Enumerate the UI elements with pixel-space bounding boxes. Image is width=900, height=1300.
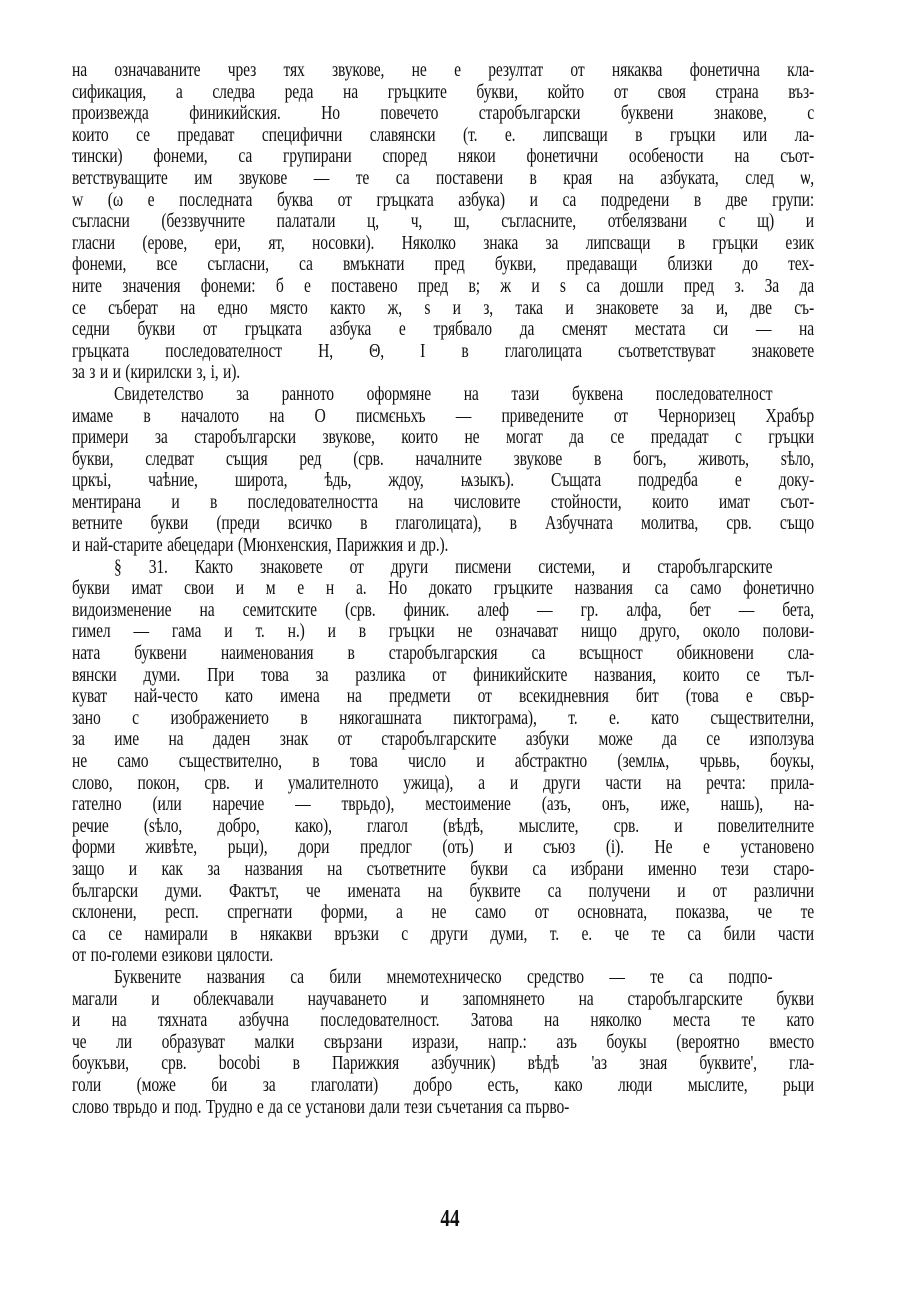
text-line (72, 1032, 814, 1054)
text-line-content: букви имат свои и м е н а. Но докато гръцките названия са само фонетично (72, 578, 814, 600)
text-line (72, 298, 814, 320)
text-line (72, 1097, 814, 1119)
text-line (72, 578, 814, 600)
text-line-content: седни букви от гръцката азбука е трябвало да сменят местата си — на (72, 319, 814, 341)
text-line-content: речие (ѕѣло, добро, како), глагол (вѣдѣ, мыслите, срв. и повелителните (72, 815, 814, 837)
text-line (72, 1053, 814, 1075)
text-line-content: гласни (ерове, ери, ят, носовки). Няколко знака за липсващи в гръцки език (72, 232, 814, 254)
text-line (72, 859, 814, 881)
text-line (72, 146, 814, 168)
text-line-content: ните значения фонеми: б е поставено пред в; ж и ѕ са дошли пред з. За да (72, 275, 814, 297)
text-line (72, 406, 814, 428)
text-line (72, 773, 814, 795)
text-line-content: Буквените названия са били мнемотехническо средство — те са подпо- (114, 966, 773, 988)
text-line (72, 1075, 814, 1097)
text-line-content: гателно (или наречие — тврьдо), местоимение (азъ, онъ, иже, нашь), на- (72, 794, 814, 816)
text-line (72, 211, 814, 233)
text-line (72, 362, 814, 384)
text-line (72, 168, 814, 190)
text-line-content: зано с изображението в някогашната пиктограма), т. е. като съществителни, (72, 707, 814, 729)
text-line (72, 708, 814, 730)
text-line (72, 233, 814, 255)
text-line-content: видоизменение на семитските (срв. финик. алеф — гр. алфа, бет — бета, (72, 599, 814, 621)
text-line-content: защо и как за названия на съответните букви са избрани именно тези старо- (72, 858, 814, 880)
text-line-content: слово тврьдо и под. Трудно е да се установи дали тези съчетания са първо- (72, 1096, 570, 1118)
text-line (72, 665, 814, 687)
text-line (72, 967, 814, 989)
text-line (72, 1010, 814, 1032)
text-line-content: гръцката последователност Η, Θ, Ι в глаголицата съответствуват знаковете (72, 340, 814, 362)
text-line-content: от по-големи езикови цялости. (72, 945, 274, 967)
text-line-content: цркъі, чаѣние, широта, ѣдь, ждоу, ѩзыкъ). Същата подредба е доку- (72, 470, 814, 492)
text-line-content: сификация, а следва реда на гръцките букви, който от своя страна въз- (72, 81, 814, 103)
text-line-content: за з и и (кирилски з, і, и). (72, 362, 241, 384)
text-line (72, 449, 814, 471)
text-line (72, 276, 814, 298)
text-line (72, 384, 814, 406)
text-line-content: са се намирали в някакви връзки с други думи, т. е. че те са били части (72, 923, 814, 945)
text-line-content: форми живѣте, рьци), дори предлог (оть) и съюз (і). Не е установено (72, 837, 814, 859)
text-line (72, 125, 814, 147)
text-line (72, 643, 814, 665)
text-line-content: ветните букви (преди всичко в глаголицата), в Азбучната молитва, срв. също (72, 513, 814, 535)
text-line-content: ветствуващите им звукове — те са поставени в края на азбуката, след ѡ, (72, 167, 814, 189)
text-line-content: и най-старите абецедари (Мюнхенския, Парижкия и др.). (72, 535, 449, 557)
text-line (72, 989, 814, 1011)
text-line-content: магали и облекчавали научаването и запомнянето на старобългарските букви (72, 988, 814, 1010)
text-line (72, 492, 814, 514)
paragraph (72, 967, 814, 1118)
page-number (0, 1206, 900, 1233)
paragraph (72, 384, 814, 557)
text-line-content: букви, следват същия ред (срв. началните звукове в богъ, животь, ѕѣло, (72, 448, 814, 470)
text-line-content: не само съществително, в това число и абстрактно (землѩ, чрьвь, боукы, (72, 751, 814, 772)
text-line-content: тински) фонеми, са групирани според някои фонетични особености на съот- (72, 146, 814, 168)
text-line (72, 902, 814, 924)
text-line (72, 621, 814, 643)
text-line-content: на означаваните чрез тях звукове, не е резултат от някаква фонетична кла- (72, 60, 814, 81)
text-line (72, 924, 814, 946)
text-line (72, 557, 814, 579)
text-line-content: голи (може би за глаголати) добро есть, како люди мыслите, рьци (72, 1074, 814, 1096)
text-line-content: че ли образуват малки свързани изрази, напр.: азъ боукы (вероятно вместо (72, 1031, 814, 1053)
text-line (72, 190, 814, 212)
paragraph (72, 60, 814, 384)
text-line (72, 837, 814, 859)
text-line (72, 600, 814, 622)
text-line (72, 341, 814, 363)
text-line (72, 794, 814, 816)
text-line-content: § 31. Както знаковете от други писмени системи, и старобългарските (114, 556, 773, 578)
text-line (72, 319, 814, 341)
text-line (72, 103, 814, 125)
text-line-content: и на тяхната азбучна последователност. Затова на няколко места те като (72, 1010, 814, 1032)
text-line-content: Свидетелство за ранното оформяне на тази буквена последователност (114, 383, 773, 405)
text-line-content: гимел — гама и т. н.) и в гръцки не означават нищо друго, около полови- (72, 621, 814, 643)
text-line-content: за име на даден знак от старобългарските азбуки може да се използува (72, 729, 814, 751)
page-body (72, 60, 814, 1118)
text-line-content: куват най-често като имена на предмети от всекидневния бит (това е свър- (72, 686, 814, 708)
text-line-content: които се предават специфични славянски (т. е. липсващи в гръцки или ла- (72, 124, 814, 146)
text-line-content: слово, покон, срв. и умалителното ужица), а и други части на речта: прила- (72, 772, 814, 794)
text-line (72, 470, 814, 492)
text-line (72, 751, 814, 773)
text-line (72, 881, 814, 903)
text-line-content: вянски думи. При това за разлика от финикийските названия, които се тъл- (72, 664, 814, 686)
page-number-text: 44 (440, 1206, 460, 1232)
paragraph (72, 557, 814, 967)
text-line-content: имаме в началото на О писмєньхъ — приведените от Черноризец Храбър (72, 405, 814, 427)
text-line-content: w (ω е последната буква от гръцката азбука) и са подредени в две групи: (72, 189, 814, 211)
text-line (72, 945, 814, 967)
text-line-content: ната буквени наименования в старобългарския са всъщност обикновени сла- (72, 643, 814, 665)
text-line (72, 427, 814, 449)
text-line-content: произвежда финикийския. Но повечето старобългарски буквени знакове, с (72, 103, 814, 125)
text-line-content: склонени, респ. спрегнати форми, а не само от основната, показва, че те (72, 902, 814, 924)
text-line-content: боукъви, срв. bocobi в Парижкия азбучник) вѣдѣ 'аз зная буквите', гла- (72, 1053, 814, 1075)
text-line-content: се съберат на едно място както ж, ѕ и з, така и знаковете за и, две съ- (72, 297, 814, 319)
text-line-content: фонеми, все съгласни, са вмъкнати пред букви, предаващи близки до тех- (72, 254, 814, 276)
text-line (72, 535, 814, 557)
text-line (72, 816, 814, 838)
text-line-content: български думи. Фактът, че имената на буквите са получени и от различни (72, 880, 814, 902)
text-line-content: съгласни (беззвучните палатали ц, ч, ш, съгласните, отбелязвани с щ) и (72, 211, 814, 233)
text-line (72, 82, 814, 104)
text-line (72, 513, 814, 535)
text-line (72, 254, 814, 276)
text-line (72, 60, 814, 82)
text-line-content: ментирана и в последователността на числовите стойности, които имат съот- (72, 491, 814, 513)
text-line-content: примери за старобългарски звукове, които не могат да се предадат с гръцки (72, 427, 814, 449)
text-line (72, 729, 814, 751)
text-line (72, 686, 814, 708)
